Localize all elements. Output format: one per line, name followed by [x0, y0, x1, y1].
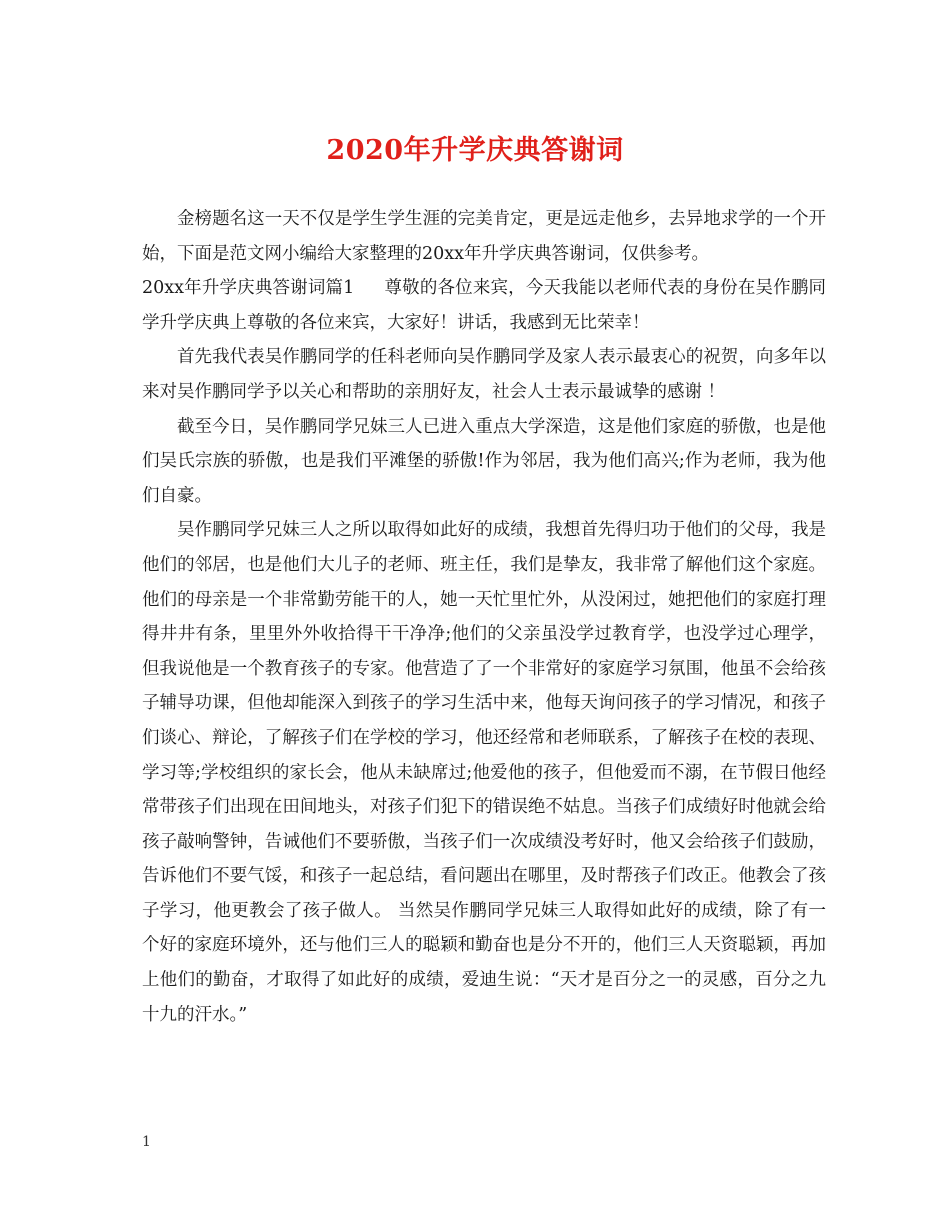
paragraph-3: 截至今日，吴作鹏同学兄妹三人已进入重点大学深造，这是他们家庭的骄傲，也是他们吴氏宗族的骄傲，也是我们平滩堡的骄傲!作为邻居，我为他们高兴;作为老师，我为他们自豪。 — [142, 416, 826, 506]
page-number: 1 — [142, 1134, 151, 1150]
intro-paragraph: 金榜题名这一天不仅是学生学生涯的完美肯定，更是远走他乡，去异地求学的一个开始，下面是范文网小编给大家整理的20xx年升学庆典答谢词，仅供参考。 — [142, 209, 826, 264]
section-paragraph — [142, 271, 826, 340]
paragraph-4: 吴作鹏同学兄妹三人之所以取得如此好的成绩，我想首先得归功于他们的父母，我是他们的邻居，也是他们大儿子的老师、班主任，我们是挚友，我非常了解他们这个家庭。他们的母亲是一个非常勤劳能干的人，她一天忙里忙外，从没闲过，她把他们的家庭打理得井井有条，里里外外收拾得干干净净;他们的父亲虽没学过教育学，也没学过心理学，但我说他是一个教育孩子的专家。他营造了了一个非常好的家庭学习氛围，他虽不会给孩子辅导功课，但他却能深入到孩子的学习生活中来，他每天询问孩子的学习情况，和孩子们谈心、辩论，了解孩子们在学校的学习，他还经常和老师联系，了解孩子在校的表现、学习等;学校组织的家长会，他从未缺席过;他爱他的孩子，但他爱而不溺，在节假日他经常带孩子们出现在田间地头，对孩子们犯下的错误绝不姑息。当孩子们成绩好时他就会给孩子敲响警钟，告诫他们不要骄傲，当孩子们一次成绩没考好时，他又会给孩子们鼓励，告诉他们不要气馁，和孩子一起总结，看问题出在哪里，及时帮孩子们改正。他教会了孩子学习，他更教会了孩子做人。 当然吴作鹏同学兄妹三人取得如此好的成绩，除了有一个好的家庭环境外，还与他们三人的聪颖和勤奋也是分不开的，他们三人天资聪颖，再加上他们的勤奋，才取得了如此好的成绩，爱迪生说：“天才是百分之一的灵感，百分之九十九的汗水。” — [142, 520, 826, 1025]
section-heading: 20xx年升学庆典答谢词篇1 — [142, 278, 355, 299]
document-body — [142, 202, 826, 1032]
document-title: 2020年升学庆典答谢词 — [326, 135, 624, 166]
section-opening: 尊敬的各位来宾，今天我能以老师代表的身份在吴作鹏同学升学庆典上尊敬的各位来宾，大家好！讲话，我感到无比荣幸！ — [142, 278, 827, 333]
paragraph-2: 首先我代表吴作鹏同学的任科老师向吴作鹏同学及家人表示最衷心的祝贺，向多年以来对吴作鹏同学予以关心和帮助的亲朋好友，社会人士表示最诚挚的感谢 ！ — [142, 347, 826, 402]
